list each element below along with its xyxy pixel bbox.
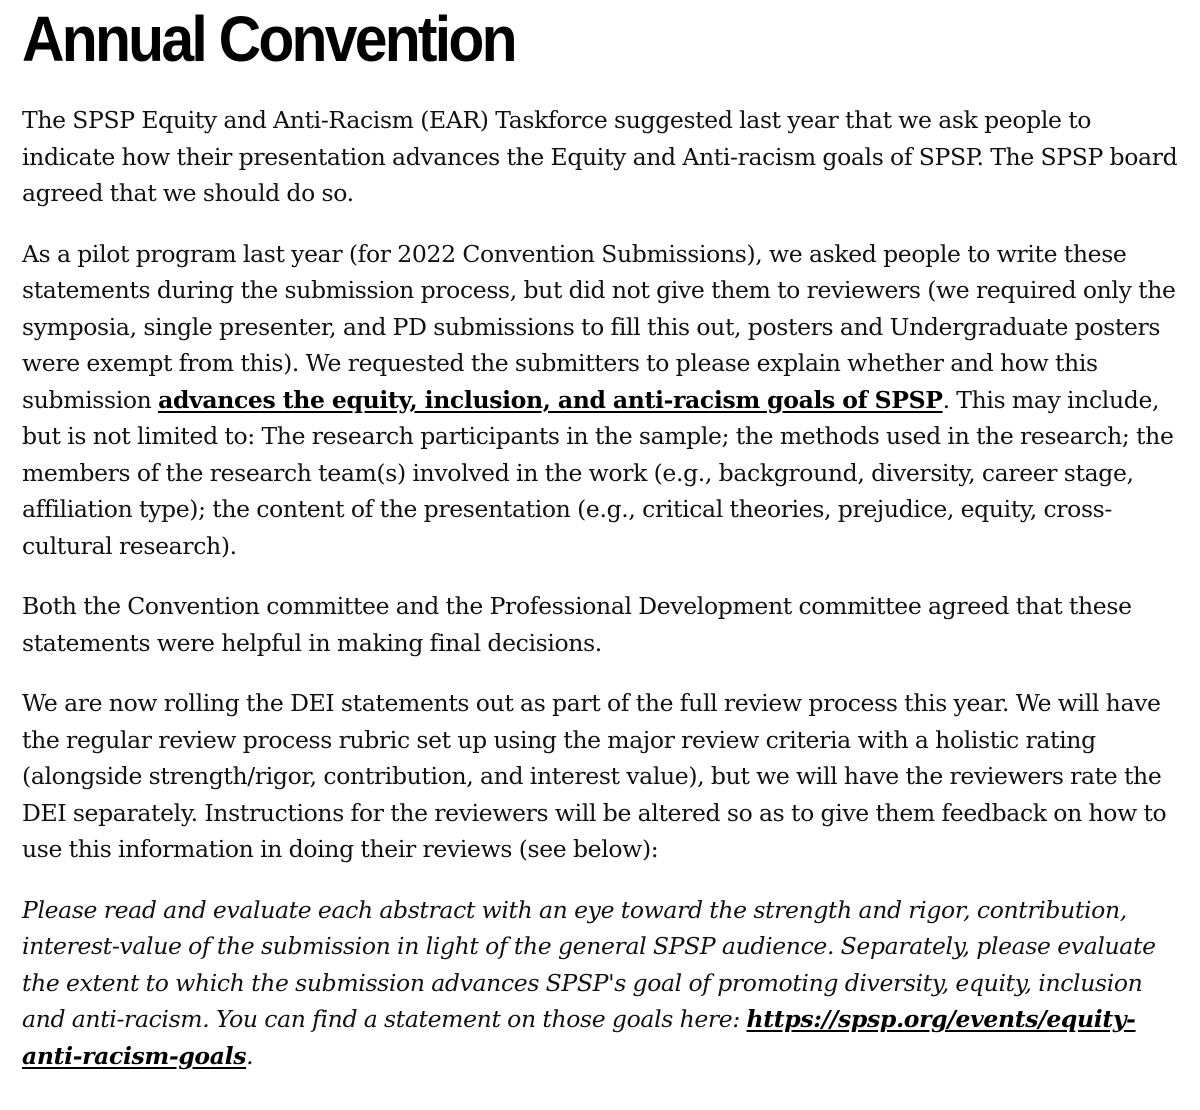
- committee-paragraph: [22, 588, 1178, 661]
- instructions-text-after: .: [246, 1041, 254, 1070]
- intro-paragraph: [22, 102, 1178, 212]
- equity-goals-link[interactable]: advances the equity, inclusion, and anti-racism goals of SPSP: [158, 385, 943, 414]
- rollout-paragraph: [22, 685, 1178, 868]
- committee-text: Both the Convention committee and the Professional Development committee agreed that these statements were helpful in making final decisions.: [22, 592, 1132, 657]
- pilot-text-before: As a pilot program last year (for 2022 Convention Submissions), we asked people to write these statements during the submission process, but did not give them to reviewers (we required only the symposia, single presenter, and PD submissions to fill this out, posters and Undergraduate posters were exempt from this). We requested the submitters to please explain whether and how this submission: [22, 239, 1176, 414]
- rollout-text: We are now rolling the DEI statements out as part of the full review process this year. We will have the regular review process rubric set up using the major review criteria with a holistic rating (alongside strength/rigor, contribution, and interest value), but we will have the reviewers rate the DEI separately. Instructions for the reviewers will be altered so as to give them feedback on how to use this information in doing their reviews (see below):: [22, 689, 1167, 863]
- intro-text: The SPSP Equity and Anti-Racism (EAR) Taskforce suggested last year that we ask people to indicate how their presentation advances the Equity and Anti-racism goals of SPSP. The SPSP board agreed that we should do so.: [22, 106, 1178, 207]
- equity-goals-url-link[interactable]: https://spsp.org/events/equity-anti-racism-goals: [22, 1005, 1136, 1070]
- pilot-text-after: . This may include, but is not limited to: The research participants in the sample; the methods used in the research; the members of the research team(s) involved in the work (e.g., background, diversity, career stage, affiliation type); the content of the presentation (e.g., critical theories, prejudice, equity, cross-cultural research).: [22, 385, 1174, 560]
- instructions-text-before: Please read and evaluate each abstract with an eye toward the strength and rigor, contribution, interest-value of the submission in light of the general SPSP audience. Separately, please evaluate the extent to which the submission advances SPSP's goal of promoting diversity, equity, inclusion and anti-racism. You can find a statement on those goals here:: [22, 895, 1156, 1033]
- pilot-program-paragraph: [22, 236, 1178, 565]
- page-title: Annual Convention: [22, 3, 515, 75]
- reviewer-instructions-paragraph: [22, 892, 1178, 1075]
